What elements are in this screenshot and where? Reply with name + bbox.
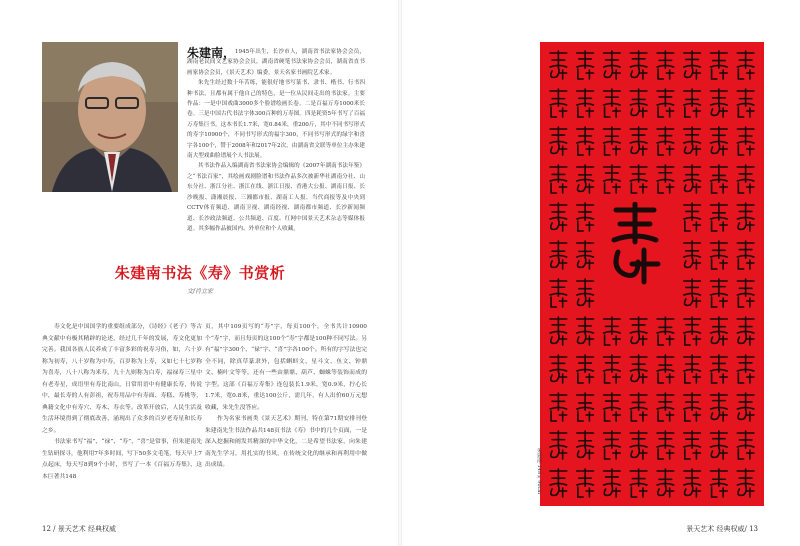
- seal-glyph: [737, 165, 754, 193]
- seal-glyph: [577, 355, 594, 383]
- seal-glyph-stroke: [630, 317, 647, 345]
- bio-paragraph: 其书法作品入编湖南省书法家协会编辑的《2007年湖南书法年鉴》之“书法百家”，其绘画戏剧脸谱和书法作品多次被新华社湖南分社、山东分社、浙江分社、浙江在线、浙江日报、香港大公报、湖南日报、长沙晚报、潇湘晨报、三湘都市报、湖南工人报、当代商报等及中央到CCTV体育频道、湖南卫视、湖南经视、湖南都市频道、长沙新闻频道、长沙政法频道、公共频道、百度、红网中国景天艺术杂志等媒体报道。其多幅作品被国内、外单位和个人收藏。: [187, 163, 365, 232]
- seal-glyph: [737, 393, 754, 421]
- seal-glyph: [577, 51, 594, 79]
- seal-glyph-stroke: [577, 431, 594, 459]
- seal-glyph-stroke: [657, 317, 674, 345]
- seal-glyph-stroke: [550, 431, 567, 459]
- article-paragraph: 页，其中109页写的“寿”字，每页100个，全书共计10900个“寿”字，而且每页的这100个“寿”字都是100种不同写法。另有“福”字300个、“禄”字、“喜”字各100个。所有的字写法也完全不同，除真草篆隶外，包括蝌蚪文、星斗文、鱼文、钟鼎文、楠叶文等等，还有一些由鼎鼎、葫芦、蜘蛛等装饰而成的字型。这部《百福万寿集》连包装长1.9米，宽0.9米，拧心长1.7米，宽0.8米，重达100公斤，需几年，有人出价60万元想收藏，朱先生没答应。: [205, 324, 367, 411]
- seal-glyph-stroke: [657, 393, 674, 421]
- seal-glyph: [737, 431, 754, 459]
- seal-glyph: [711, 469, 728, 497]
- seal-glyph-stroke: [577, 51, 594, 79]
- artwork-side-caption: 朱建南·148×96cm: [536, 448, 542, 495]
- seal-glyph: [737, 51, 754, 79]
- seal-glyph-stroke: [737, 393, 754, 421]
- seal-glyph: [737, 317, 754, 345]
- seal-glyph-stroke: [604, 51, 621, 79]
- seal-glyph-stroke: [737, 355, 754, 383]
- seal-glyph: [657, 317, 674, 345]
- seal-glyph-stroke: [711, 431, 728, 459]
- seal-glyph: [684, 279, 701, 307]
- seal-glyph-stroke: [684, 89, 701, 117]
- seal-glyph-stroke: [604, 317, 621, 345]
- bio-paragraph: 朱先生经过数十年苦练，能很好地书写篆书、隶书、楷书、行书四种书法，且都有属于他自己的特色，是一位从民间走出的书法家。主要作品：一是中国戏曲3000多个脸谱绘画长卷。二是百福万寿1000米长卷。三是中国古代书法字体300百种的万寿图。四是耗资5年书写了百福万寿集巨书。这本书长1.7米，宽0.84米，重200斤，其中不同书写形式的寿字10900个，不同书写形式的福字300，不同书写形式的绿字和喜字各100个，赞于2008年和2017年2次，由湖南省文联等单位主办朱建南大型戏曲脸谱展个人书法展。: [187, 80, 365, 160]
- seal-glyph-stroke: [711, 279, 728, 307]
- seal-glyph-stroke: [737, 279, 754, 307]
- seal-glyph-stroke: [684, 203, 701, 231]
- seal-glyph: [550, 51, 567, 79]
- seal-glyph-stroke: [630, 469, 647, 497]
- seal-glyph-stroke: [711, 51, 728, 79]
- seal-glyph: [550, 355, 567, 383]
- seal-glyph-stroke: [684, 469, 701, 497]
- seal-glyph: [684, 317, 701, 345]
- seal-glyph: [604, 431, 621, 459]
- seal-glyph-stroke: [684, 393, 701, 421]
- seal-glyph-stroke: [711, 203, 728, 231]
- seal-glyph: [737, 203, 754, 231]
- seal-glyph-stroke: [577, 241, 594, 269]
- seal-glyph: [630, 469, 647, 497]
- seal-glyph: [604, 355, 621, 383]
- seal-glyph-stroke: [711, 355, 728, 383]
- seal-glyph-stroke: [604, 355, 621, 383]
- seal-glyph: [711, 317, 728, 345]
- seal-glyph-stroke: [577, 203, 594, 231]
- seal-glyph-stroke: [684, 355, 701, 383]
- seal-glyph-stroke: [577, 355, 594, 383]
- seal-glyph: [577, 127, 594, 155]
- seal-glyph: [630, 355, 647, 383]
- seal-glyph: [604, 89, 621, 117]
- seal-glyph: [711, 393, 728, 421]
- footer-right: 景天艺术 经典权威/ 13: [686, 525, 758, 533]
- seal-glyph: [550, 431, 567, 459]
- seal-glyph: [684, 51, 701, 79]
- seal-glyph-stroke: [630, 355, 647, 383]
- seal-glyph: [711, 165, 728, 193]
- seal-glyph-stroke: [604, 469, 621, 497]
- seal-glyph: [550, 279, 567, 307]
- seal-glyph-stroke: [550, 89, 567, 117]
- seal-glyph-stroke: [630, 89, 647, 117]
- article-column-2: [205, 322, 367, 472]
- article-paragraph: 寿文化是中国国学的重要组成部分，《诗经》《老子》等古典文献中有极其精辟的论述，经过几千年的发展，寿文化更加完善。我国各族人民养成了丰富多彩的祝寿习俗，如，六十岁称为初寿，八十岁称为中寿，百岁称为上寿，又如七十七岁称为喜寿，八十八称为米寿，九十九则称为白寿，福禄寿三星中有老寿星，成语里有寿比南山，日常用语中有健康长寿，传说中，最长寿的人有彭祖，祝寿用品中有寿面、寿糕、寿桃等，典籍文化中有寿穴、寿木、寿衣等。改革开放后，人民生活及生活环境得到了彻底改善，涌现出了众多的百岁老寿星和长寿之乡。: [42, 324, 202, 434]
- seal-glyph: [550, 317, 567, 345]
- seal-glyph-stroke: [737, 127, 754, 155]
- seal-glyph: [550, 241, 567, 269]
- seal-glyph-stroke: [550, 355, 567, 383]
- seal-glyph: [711, 431, 728, 459]
- seal-glyph-stroke: [684, 241, 701, 269]
- seal-glyph: [577, 393, 594, 421]
- seal-glyph: [604, 317, 621, 345]
- bio-paragraph: 1945年出生，长沙市人，湖南省书法家协会会员，湖南老民间文艺家协会会员，湖南省硬笔书法家协会会员，湖南省直书画家协会会员，《景天艺术》编委，景天名家书画院艺术家。: [187, 49, 365, 76]
- seal-glyph-stroke: [657, 469, 674, 497]
- seal-glyph-stroke: [630, 127, 647, 155]
- seal-glyph: [684, 165, 701, 193]
- article-byline: 文/肖立宏: [186, 288, 214, 295]
- seal-glyph: [577, 279, 594, 307]
- seal-glyph: [657, 355, 674, 383]
- seal-glyph-stroke: [684, 317, 701, 345]
- seal-glyph: [577, 469, 594, 497]
- seal-glyph: [711, 89, 728, 117]
- seal-glyph-stroke: [550, 165, 567, 193]
- seal-glyph-stroke: [550, 279, 567, 307]
- seal-glyph-stroke: [604, 127, 621, 155]
- seal-glyph: [630, 165, 647, 193]
- seal-glyph: [550, 393, 567, 421]
- seal-glyph: [684, 469, 701, 497]
- seal-glyph-stroke: [711, 241, 728, 269]
- seal-glyph: [577, 431, 594, 459]
- seal-glyph: [577, 89, 594, 117]
- seal-glyph-stroke: [577, 393, 594, 421]
- seal-glyph: [737, 469, 754, 497]
- seal-glyph-stroke: [737, 469, 754, 497]
- seal-glyph-stroke: [684, 431, 701, 459]
- seal-glyph: [577, 241, 594, 269]
- seal-glyph-stroke: [577, 127, 594, 155]
- seal-glyph: [711, 51, 728, 79]
- seal-glyph-stroke: [737, 431, 754, 459]
- seal-glyph-stroke: [737, 317, 754, 345]
- seal-glyph-stroke: [550, 241, 567, 269]
- seal-glyph: [604, 393, 621, 421]
- seal-glyph-stroke: [630, 165, 647, 193]
- seal-glyph: [657, 127, 674, 155]
- large-shou-character: [608, 202, 662, 286]
- footer-left: 12 / 景天艺术 经典权威: [42, 525, 116, 533]
- seal-glyph-stroke: [657, 431, 674, 459]
- seal-glyph-stroke: [711, 127, 728, 155]
- seal-glyph-stroke: [550, 203, 567, 231]
- article-paragraph: 书法家书写“福”、“禄”、“寿”、“喜”是常事，但朱建南先生钻研探寻，他利用7年多时间，写下50多文毛笔，每天早上7点起床，每天写8到9个小时，书写了一本《百福万寿集》，这本巨著共148: [42, 439, 202, 480]
- seal-glyph-stroke: [684, 165, 701, 193]
- article-title: 朱建南书法《寿》书赏析: [114, 264, 286, 282]
- seal-glyph: [630, 431, 647, 459]
- seal-glyph-stroke: [577, 469, 594, 497]
- seal-glyph-stroke: [737, 203, 754, 231]
- seal-glyph-stroke: [711, 165, 728, 193]
- seal-glyph: [630, 317, 647, 345]
- seal-glyph: [657, 469, 674, 497]
- seal-glyph-stroke: [711, 469, 728, 497]
- seal-glyph: [550, 203, 567, 231]
- seal-glyph-stroke: [737, 89, 754, 117]
- seal-glyph: [684, 393, 701, 421]
- seal-glyph: [737, 355, 754, 383]
- seal-glyph-stroke: [550, 51, 567, 79]
- seal-glyph-stroke: [550, 393, 567, 421]
- seal-glyph: [550, 89, 567, 117]
- seal-glyph: [550, 165, 567, 193]
- seal-glyph-stroke: [630, 393, 647, 421]
- seal-glyph: [657, 431, 674, 459]
- seal-glyph: [711, 241, 728, 269]
- seal-glyph-stroke: [657, 89, 674, 117]
- seal-glyph-stroke: [711, 89, 728, 117]
- seal-glyph: [711, 203, 728, 231]
- seal-glyph: [737, 89, 754, 117]
- seal-glyph-stroke: [657, 355, 674, 383]
- seal-glyph-stroke: [711, 317, 728, 345]
- bio-text: [187, 47, 365, 234]
- seal-glyph-stroke: [657, 165, 674, 193]
- seal-glyph-stroke: [604, 89, 621, 117]
- seal-glyph: [630, 51, 647, 79]
- seal-glyph: [577, 317, 594, 345]
- seal-glyph-stroke: [577, 165, 594, 193]
- seal-glyph: [684, 241, 701, 269]
- seal-glyph-stroke: [604, 393, 621, 421]
- seal-glyph: [684, 203, 701, 231]
- seal-glyph: [737, 279, 754, 307]
- seal-glyph: [604, 469, 621, 497]
- seal-glyph-stroke: [577, 279, 594, 307]
- seal-glyph: [577, 203, 594, 231]
- seal-glyph: [604, 51, 621, 79]
- article-column-1: [42, 322, 202, 483]
- seal-glyph-stroke: [577, 317, 594, 345]
- seal-glyph: [711, 127, 728, 155]
- seal-glyph-stroke: [550, 127, 567, 155]
- seal-glyph: [737, 127, 754, 155]
- seal-glyph: [550, 127, 567, 155]
- seal-glyph: [684, 89, 701, 117]
- seal-glyph: [684, 355, 701, 383]
- seal-glyph-stroke: [630, 431, 647, 459]
- seal-glyph-stroke: [737, 165, 754, 193]
- seal-glyph-stroke: [657, 51, 674, 79]
- seal-glyph: [737, 241, 754, 269]
- seal-glyph: [604, 165, 621, 193]
- article-paragraph: 作为名家书画类《景天艺术》期刊，特在第71期安排刊登朱建南先生书法作品共148页书法《寿》书中的几个页面，一是深入挖掘和阐发其精深的中华文化，二是希望书法家，向朱建南先生学习，用扎实的书风，在传统文化的继承和再利用中做出成绩。: [205, 416, 367, 468]
- seal-glyph: [657, 165, 674, 193]
- seal-glyph-stroke: [684, 51, 701, 79]
- seal-glyph-stroke: [630, 51, 647, 79]
- seal-glyph: [630, 127, 647, 155]
- seal-glyph: [711, 355, 728, 383]
- seal-glyph-stroke: [550, 317, 567, 345]
- seal-glyph: [711, 279, 728, 307]
- seal-glyph: [630, 89, 647, 117]
- seal-glyph-stroke: [657, 127, 674, 155]
- seal-glyph-stroke: [604, 165, 621, 193]
- author-portrait: [42, 42, 178, 192]
- seal-glyph-stroke: [737, 51, 754, 79]
- seal-glyph: [630, 393, 647, 421]
- seal-glyph-stroke: [550, 469, 567, 497]
- seal-glyph: [577, 165, 594, 193]
- seal-glyph: [657, 51, 674, 79]
- seal-glyph: [657, 89, 674, 117]
- seal-glyph-stroke: [577, 89, 594, 117]
- seal-glyph: [684, 127, 701, 155]
- seal-glyph: [657, 393, 674, 421]
- seal-glyph-stroke: [684, 127, 701, 155]
- seal-glyph-stroke: [737, 241, 754, 269]
- seal-glyph-stroke: [711, 393, 728, 421]
- seal-glyph-stroke: [684, 279, 701, 307]
- seal-glyph-stroke: [604, 431, 621, 459]
- seal-glyph: [604, 127, 621, 155]
- seal-glyph: [550, 469, 567, 497]
- seal-glyph: [684, 431, 701, 459]
- bio-name: 朱建南，: [187, 46, 236, 60]
